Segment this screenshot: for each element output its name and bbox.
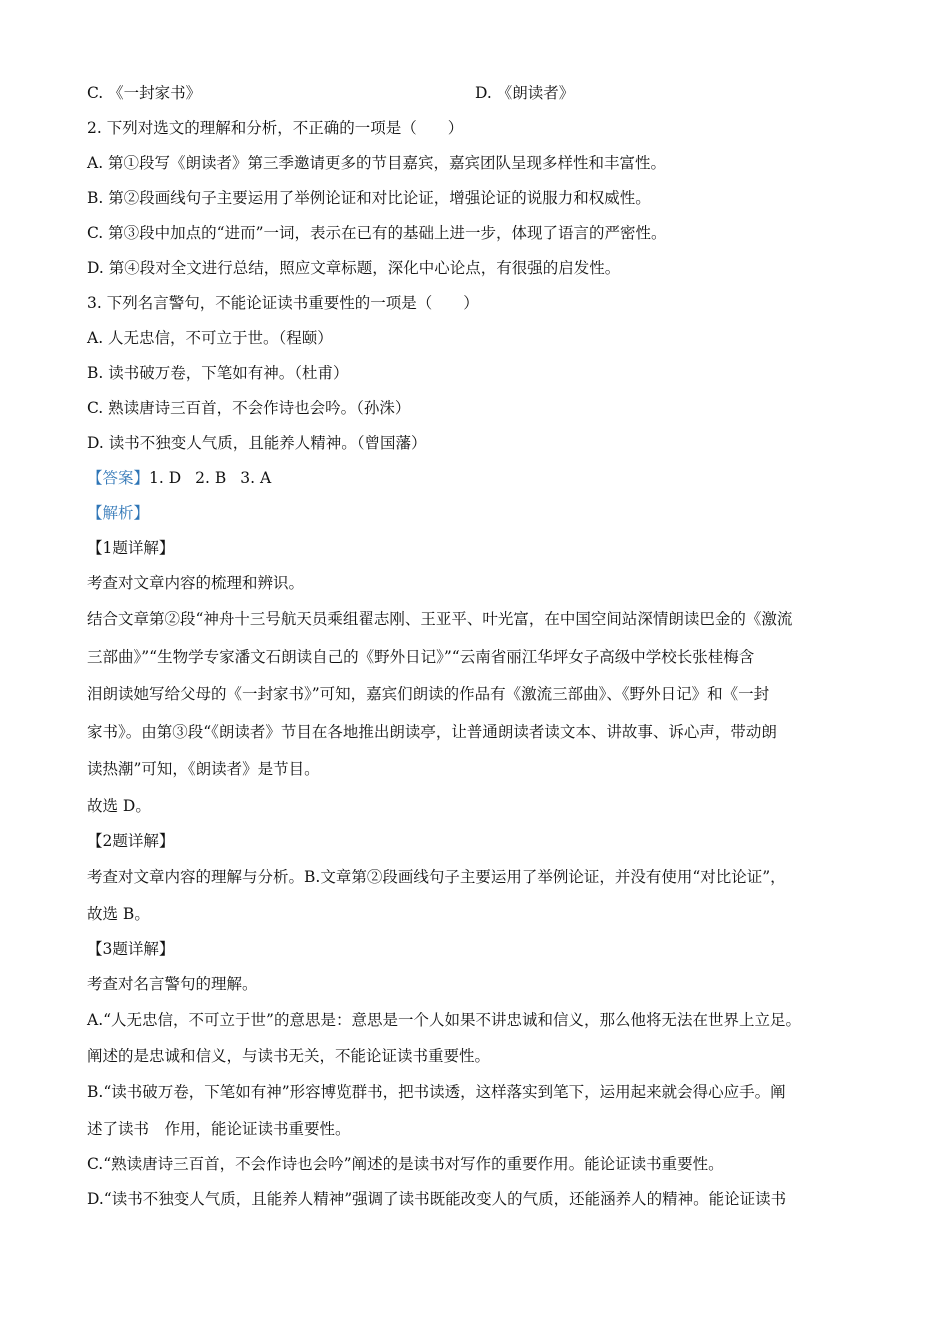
detail3-line: C.“熟读唐诗三百首，不会作诗也会吟”阐述的是读书对写作的重要作用。能论证读书重要性。 xyxy=(87,1154,724,1173)
q2-option-c: C. 第③段中加点的“进而”一词，表示在已有的基础上进一步，体现了语言的严密性。 xyxy=(87,224,667,242)
q2-option-d: D. 第④段对全文进行总结，照应文章标题，深化中心论点，有很强的启发性。 xyxy=(87,259,621,277)
analysis-heading xyxy=(87,496,877,531)
detail3-line: 述了读书 作用，能论证读书重要性。 xyxy=(87,1119,351,1138)
detail1-heading: 【1题详解】 xyxy=(87,539,175,557)
detail3-heading: 【3题详解】 xyxy=(87,939,175,958)
detail1-line: 结合文章第②段“神舟十三号航天员乘组翟志刚、王亚平、叶光富，在中国空间站深情朗读巴金的《激流 xyxy=(87,610,793,628)
answer-2: 2. B xyxy=(195,469,227,487)
q1-options-row xyxy=(87,76,877,111)
detail3-line: B.“读书破万卷，下笔如有神”形容博览群书，把书读透，这样落实到笔下，运用起来就会得心应手。阐 xyxy=(87,1083,786,1102)
analysis-label: 【解析】 xyxy=(87,504,150,522)
detail1-line: 故选 D。 xyxy=(87,796,151,815)
detail2-line: 故选 B。 xyxy=(87,904,150,923)
q3-option-b: B. 读书破万卷，下笔如有神。（杜甫） xyxy=(87,364,349,382)
q3-option-d: D. 读书不独变人气质，且能养人精神。（曾国藩） xyxy=(87,434,427,452)
exam-page xyxy=(87,76,877,1217)
detail1-line: 家书》。由第③段“《朗读者》节目在各地推出朗读亭，让普通朗读者读文本、讲故事、诉心声，带动朗 xyxy=(87,722,777,741)
q3-stem: 3. 下列名言警句，不能论证读书重要性的一项是（ ） xyxy=(87,294,479,312)
detail1-line: 泪朗读她写给父母的《一封家书》”可知，嘉宾们朗读的作品有《激流三部曲》、《野外日记》和《一封 xyxy=(87,685,770,704)
answer-1: 1. D xyxy=(149,469,182,487)
q3-option-c: C. 熟读唐诗三百首，不会作诗也会吟。（孙洙） xyxy=(87,399,411,417)
detail3-line: 阐述的是忠诚和信义，与读书无关，不能论证读书重要性。 xyxy=(87,1047,491,1066)
detail1-line: 三部曲》”“生物学专家潘文石朗读自己的《野外日记》”“云南省丽江华坪女子高级中学校长张桂梅含 xyxy=(87,647,755,666)
detail1-line: 考查对文章内容的梳理和辨识。 xyxy=(87,574,305,592)
detail2-heading: 【2题详解】 xyxy=(87,831,175,850)
detail3-line: D.“读书不独变人气质，且能养人精神”强调了读书既能改变人的气质，还能涵养人的精神。能论证读书 xyxy=(87,1189,787,1208)
detail3-line: 考查对名言警句的理解。 xyxy=(87,974,258,993)
answer-3: 3. A xyxy=(240,469,272,487)
detail1-line: 读热潮”可知，《朗读者》是节目。 xyxy=(87,760,320,779)
detail3-line: A.“人无忠信，不可立于世”的意思是：意思是一个人如果不讲忠诚和信义，那么他将无法在世界上立足。 xyxy=(87,1010,801,1029)
answer-line xyxy=(87,461,877,496)
answer-label: 【答案】 xyxy=(87,469,150,487)
q2-option-b: B. 第②段画线句子主要运用了举例论证和对比论证，增强论证的说服力和权威性。 xyxy=(87,189,651,207)
q2-option-a: A. 第①段写《朗读者》第三季邀请更多的节目嘉宾，嘉宾团队呈现多样性和丰富性。 xyxy=(87,154,667,172)
detail2-line: 考查对文章内容的理解与分析。B.文章第②段画线句子主要运用了举例论证，并没有使用“对比论证”， xyxy=(87,867,786,886)
q2-stem: 2. 下列对选文的理解和分析，不正确的一项是（ ） xyxy=(87,119,464,137)
q3-option-a: A. 人无忠信，不可立于世。（程颐） xyxy=(87,329,333,347)
q1-option-d: D. 《朗读者》 xyxy=(475,84,575,102)
q1-option-c: C. 《一封家书》 xyxy=(87,84,202,102)
